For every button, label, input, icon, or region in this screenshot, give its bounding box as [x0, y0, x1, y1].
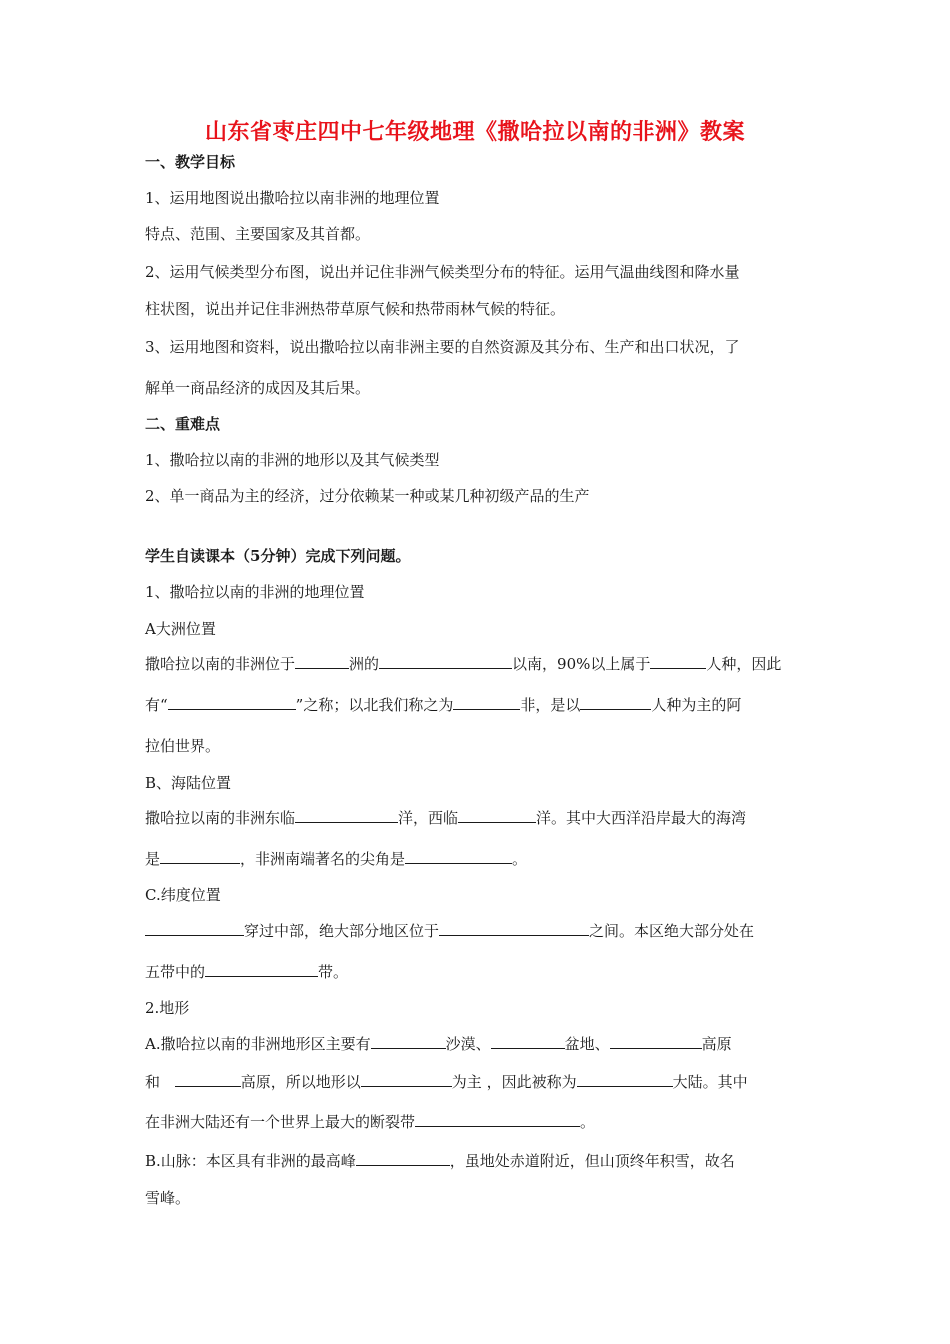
text: 洲的	[349, 655, 380, 673]
text: 人种，因此	[706, 655, 782, 673]
text: 五带中的	[145, 963, 206, 981]
blank-field[interactable]	[361, 1072, 452, 1087]
text: 撒哈拉以南的非洲位于	[145, 655, 296, 673]
blank-field[interactable]	[379, 654, 512, 669]
blank-field[interactable]	[205, 962, 318, 977]
objective-line: 1、运用地图说出撒哈拉以南非洲的地理位置	[145, 189, 440, 207]
blank-field[interactable]	[168, 695, 296, 710]
text: 沙漠、	[445, 1035, 491, 1053]
blank-field[interactable]	[610, 1034, 702, 1049]
text: 为主 ，因此被称为	[451, 1073, 577, 1091]
text: 撒哈拉以南的非洲东临	[145, 809, 296, 827]
text: 。	[512, 850, 528, 868]
body-line: 拉伯世界。	[145, 737, 221, 755]
text: 高原	[701, 1035, 732, 1053]
blank-field[interactable]	[458, 808, 536, 823]
blank-field[interactable]	[577, 1072, 673, 1087]
blank-field[interactable]	[650, 654, 706, 669]
key-point-line: 2、单一商品为主的经济，过分依赖某一种或某几种初级产品的生产	[145, 487, 590, 505]
blank-field[interactable]	[371, 1034, 446, 1049]
blank-field[interactable]	[453, 695, 520, 710]
text: ，虽地处赤道附近，但山顶终年积雪，故名	[449, 1152, 735, 1170]
body-line: 雪峰。	[145, 1189, 191, 1207]
blank-field[interactable]	[295, 808, 398, 823]
text: B.山脉：本区具有非洲的最高峰	[145, 1152, 356, 1170]
blank-field[interactable]	[491, 1034, 565, 1049]
fill-in-line	[145, 848, 815, 870]
text: 洋，西临	[398, 809, 459, 827]
section-heading-objectives: 一、教学目标	[145, 153, 236, 171]
text: 洋。其中大西洋沿岸最大的海湾	[536, 809, 747, 827]
fill-in-line	[145, 807, 815, 829]
text: ，非洲南端著名的尖角是	[240, 850, 406, 868]
objective-line: 2、运用气候类型分布图，说出并记住非洲气候类型分布的特征。运用气温曲线图和降水量	[145, 263, 740, 281]
blank-field[interactable]	[160, 849, 240, 864]
blank-field[interactable]	[580, 695, 651, 710]
text: 人种为主的阿	[651, 696, 742, 714]
blank-field[interactable]	[145, 921, 244, 936]
fill-in-line	[145, 694, 815, 716]
text: 之间。本区绝大部分处在	[589, 922, 755, 940]
fill-in-line	[145, 653, 815, 675]
text: 盆地、	[564, 1035, 610, 1053]
text: 高原，所以地形以	[240, 1073, 361, 1091]
blank-field[interactable]	[295, 654, 349, 669]
blank-field[interactable]	[415, 1112, 580, 1127]
fill-in-line	[145, 920, 815, 942]
text: 和	[145, 1073, 165, 1091]
objective-line: 柱状图，说出并记住非洲热带草原气候和热带雨林气候的特征。	[145, 300, 566, 318]
key-point-line: 1、撒哈拉以南的非洲的地形以及其气候类型	[145, 451, 440, 469]
text: ”之称；以北我们称之为	[295, 696, 454, 714]
text: 有“	[145, 696, 168, 714]
objective-line: 特点、范围、主要国家及其首都。	[145, 225, 371, 243]
text: 。	[580, 1113, 596, 1131]
text: A.撒哈拉以南的非洲地形区主要有	[145, 1035, 371, 1053]
blank-field[interactable]	[175, 1072, 241, 1087]
objective-line: 3、运用地图和资料，说出撒哈拉以南非洲主要的自然资源及其分布、生产和出口状况，了	[145, 338, 740, 356]
subheading: B、海陆位置	[145, 774, 232, 792]
fill-in-line	[145, 1150, 815, 1172]
question-heading: 2.地形	[145, 999, 190, 1017]
section-heading-key-points: 二、重难点	[145, 415, 221, 433]
text: 带。	[318, 963, 349, 981]
blank-field[interactable]	[439, 921, 589, 936]
text: 穿过中部，绝大部分地区位于	[244, 922, 440, 940]
text: 非，是以	[520, 696, 581, 714]
subheading: C.纬度位置	[145, 886, 221, 904]
text: 以南，90%以上属于	[512, 655, 651, 673]
document-title: 山东省枣庄四中七年级地理《撒哈拉以南的非洲》教案	[204, 119, 745, 145]
blank-field[interactable]	[356, 1151, 450, 1166]
blank-field[interactable]	[405, 849, 512, 864]
objective-line: 解单一商品经济的成因及其后果。	[145, 379, 371, 397]
fill-in-line	[145, 1033, 815, 1055]
text: 大陆。其中	[672, 1073, 748, 1091]
fill-in-line	[145, 1111, 815, 1133]
text: 在非洲大陆还有一个世界上最大的断裂带	[145, 1113, 416, 1131]
fill-in-line	[145, 961, 815, 983]
question-heading: 1、撒哈拉以南的非洲的地理位置	[145, 583, 365, 601]
subheading: A大洲位置	[145, 620, 216, 638]
text: 是	[145, 850, 161, 868]
section-heading-self-study: 学生自读课本（5分钟）完成下列问题。	[145, 547, 411, 565]
fill-in-line	[145, 1071, 815, 1093]
